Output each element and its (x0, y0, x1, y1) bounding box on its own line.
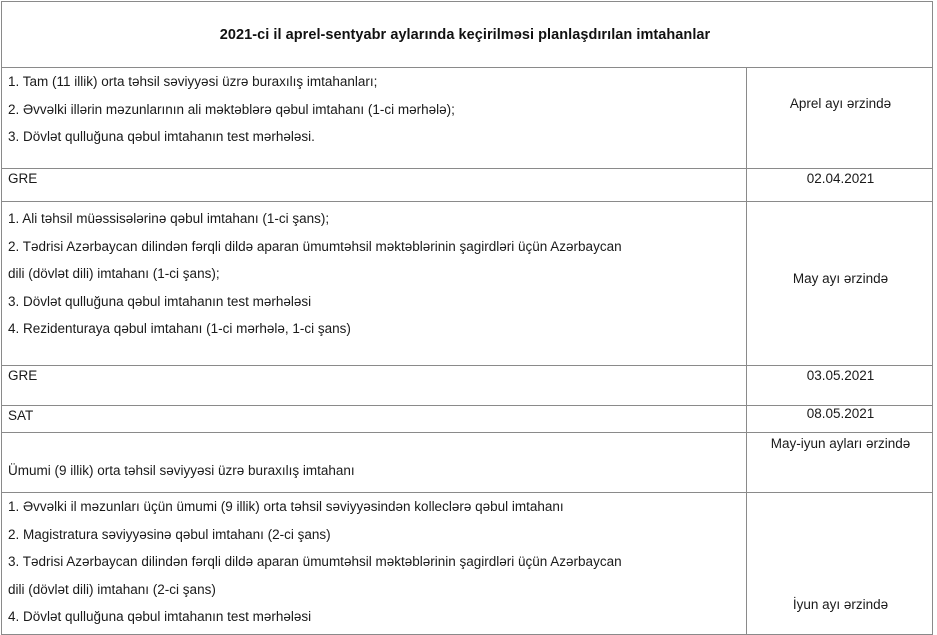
date-cell (747, 433, 932, 492)
exam-line: 1. Əvvəlki il məzunları üçün ümumi (9 illik) orta təhsil səviyyəsindən kolleclərə qəbul imtahanı (8, 499, 564, 514)
exam-list-cell (2, 493, 747, 634)
exam-date: 03.05.2021 (806, 368, 875, 383)
exam-line: 2. Əvvəlki illərin məzunlarının ali məktəblərə qəbul imtahanı (1-ci mərhələ); (8, 101, 455, 117)
exam-list-cell (2, 202, 747, 365)
exam-line: 1. Ali təhsil müəssisələrinə qəbul imtahanı (1-ci şans); (8, 211, 330, 226)
exam-line: 1. Tam (11 illik) orta təhsil səviyyəsi üzrə buraxılış imtahanları; (8, 74, 378, 89)
date-cell (747, 169, 932, 201)
exam-date: 08.05.2021 (806, 406, 875, 421)
table-row (2, 433, 932, 493)
exam-line: dili (dövlət dili) imtahanı (1-ci şans); (8, 266, 220, 281)
exam-list-cell (2, 68, 747, 168)
exam-line: Ümumi (9 illik) orta təhsil səviyyəsi üzrə buraxılış imtahanı (8, 463, 355, 478)
exam-line: 2. Magistratura səviyyəsinə qəbul imtahanı (2-ci şans) (8, 526, 331, 542)
exam-line: 2. Tədrisi Azərbaycan dilindən fərqli dildə aparan ümumtəhsil məktəblərinin şagirdləri üçün Azərbaycan (8, 238, 622, 254)
exam-date: May ayı ərzində (792, 270, 889, 286)
exam-date: Aprel ayı ərzində (789, 95, 892, 111)
table-row (2, 169, 932, 202)
exam-list-cell (2, 433, 747, 492)
exam-date: 02.04.2021 (806, 171, 875, 186)
table-row (2, 366, 932, 406)
date-cell (747, 406, 932, 432)
exam-list-cell (2, 169, 747, 201)
table-row (2, 493, 932, 634)
exam-line: dili (dövlət dili) imtahanı (2-ci şans) (8, 581, 216, 597)
exam-schedule-table (1, 1, 933, 635)
table-row (2, 68, 932, 169)
date-cell (747, 366, 932, 405)
exam-date: May-iyun ayları ərzində (770, 436, 911, 451)
date-cell (747, 68, 932, 168)
table-title-row (2, 2, 932, 68)
date-cell (747, 493, 932, 634)
exam-line: 4. Rezidenturaya qəbul imtahanı (1-ci mərhələ, 1-ci şans) (8, 321, 351, 336)
exam-list-cell (2, 406, 747, 432)
exam-date: İyun ayı ərzində (792, 597, 889, 612)
table-row (2, 406, 932, 433)
table-row (2, 202, 932, 366)
exam-line: GRE (8, 368, 38, 383)
exam-line: 3. Dövlət qulluğuna qəbul imtahanın test mərhələsi (8, 293, 312, 309)
date-cell (747, 202, 932, 365)
exam-line: 3. Dövlət qulluğuna qəbul imtahanın test mərhələsi. (8, 129, 315, 144)
exam-list-cell (2, 366, 747, 405)
table-title: 2021-ci il aprel-sentyabr aylarında keçirilməsi planlaşdırılan imtahanlar (219, 26, 711, 43)
exam-line: GRE (8, 171, 38, 186)
exam-line: 3. Tədrisi Azərbaycan dilindən fərqli dildə aparan ümumtəhsil məktəblərinin şagirdləri üçün Azərbaycan (8, 554, 622, 569)
exam-line: SAT (8, 408, 34, 423)
exam-line: 4. Dövlət qulluğuna qəbul imtahanın test mərhələsi (8, 609, 312, 624)
